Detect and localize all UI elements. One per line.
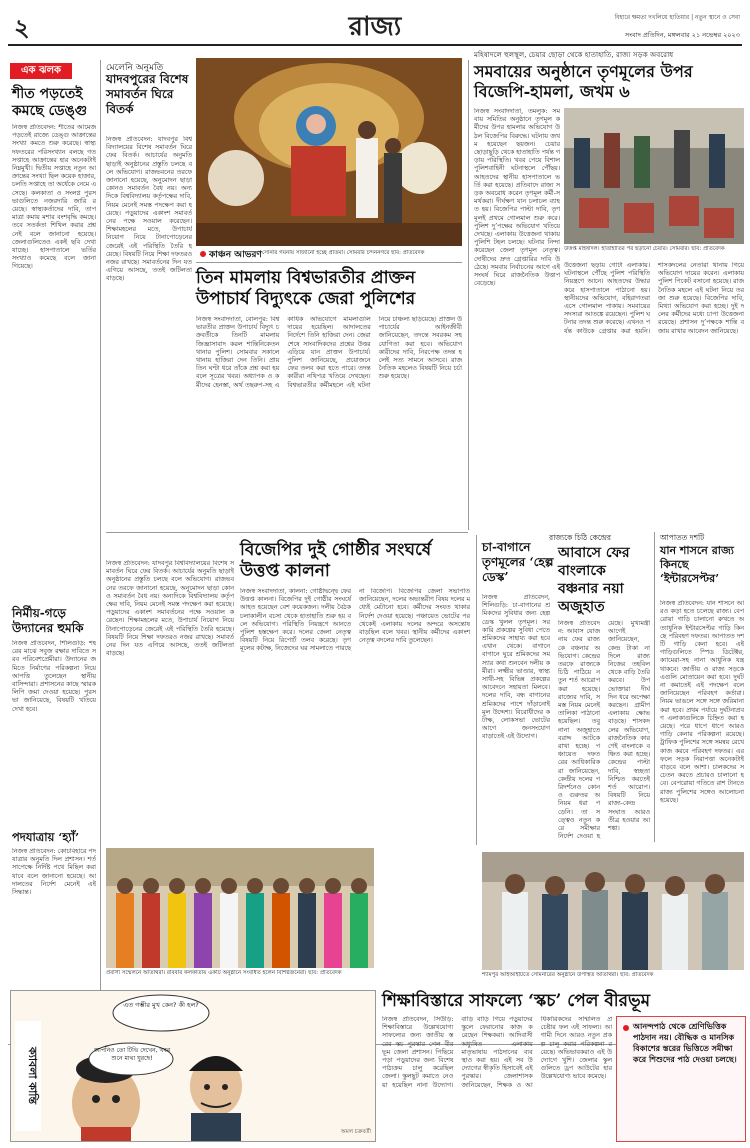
ek-jhalak-tag: এক ঝলক	[10, 63, 72, 79]
intercepter-body: নিজস্ব প্রতিবেদন: যান শাসনে আরও কড়া হতে চলেছে রাজ্য। বেপরোয়া গাড়ি চালানো রুখতে অত্যাধুনিক ইন্টারসেপ্টর গাড়ি কিনছে পরিবহণ দফতর। আপাতত দশটি গাড়ি কেনা হবে। এই গাড়িগুলিতে স্পিড ডিটেক্টর, ক্যামেরা-সহ নানা আধুনিক যন্ত্র থাকবে। জাতীয় ও রাজ্য সড়কে এগুলি মোতায়েন করা হবে। দুর্ঘটনা কমাতেই এই পদক্ষেপ বলে জানিয়েছেন পরিবহণ কর্তারা। নিয়ম ভাঙলে সঙ্গে সঙ্গে জরিমানা করা হবে। প্রথম পর্যায়ে দুর্ঘটনাপ্রবণ এলাকাগুলিকে চিহ্নিত করা হয়েছে। পরে ধাপে ধাপে আরও গাড়ি কেনার পরিকল্পনা রয়েছে। ট্রাফিক পুলিশের সঙ্গে সমন্বয় রেখে কাজ করবে পরিবহণ দফতর। এর ফলে সড়ক নিরাপত্তা অনেকটাই বাড়বে বলে আশা। চালকদের সচেতন করতে প্রচারও চালানো হবে। বেপরোয়া গতিতে রাশ টানতে রাজ্য পুলিশের সঙ্গেও আলোচনা হয়েছে।	[660, 600, 744, 804]
visva-top-rule	[196, 262, 462, 263]
jadavpur-kicker: মেলেনি অনুমতি	[106, 63, 164, 73]
awas-photo	[482, 852, 744, 970]
durga-idol-photo	[196, 58, 462, 246]
mahishadal-photo-caption: উত্তপ্ত মহিষাদল। হাতাহাতির পর ছড়ানো চেয়ার। সোমবার। ছবি: প্রতিবেদক	[564, 246, 725, 252]
kalna-body-col1: নিজস্ব প্রতিবেদন: যাদবপুর বিশ্ববিদ্যালয়ের বিশেষ সমাবর্তন ঘিরে ফের বিতর্ক। আচার্যের অনুমতি ছাড়াই অনুষ্ঠানের প্রস্তুতি চলছে বলে অভিযোগ। রাজভবনের তরফে জানানো হয়েছে, অনুমোদন ছাড়া কোনও সমাবর্তন বৈধ নয়। অন্যদিকে বিশ্ববিদ্যালয় কর্তৃপক্ষের দাবি, নিয়ম মেনেই সমস্ত পদক্ষেপ করা হয়েছে। পড়ুয়াদের একাংশ সমাবর্তনের পক্ষে সওয়াল করেছেন। শিক্ষামহলের মতে, উপাচার্য নিয়োগ নিয়ে টানাপোড়েনের জেরেই এই পরিস্থিতি তৈরি হয়েছে। বিষয়টি নিয়ে শিক্ষা দফতরও নজর রাখছে। সমাবর্তনের দিন যত এগিয়ে আসছে, ততই জটিলতা বাড়ছে।	[106, 560, 234, 658]
masthead-date: সংবাদ প্রতিদিন, মঙ্গলবার ২১ নভেম্বর ২০২৩	[624, 31, 740, 39]
dengue-headline: শীত পড়তেই কমছে ডেঙ্গু	[12, 86, 88, 119]
masthead-rule	[8, 44, 742, 46]
durga-idol-illustration	[196, 58, 462, 246]
birbhum-highlight-text: আনন্দপাঠ থেকে শ্রেণিভিত্তিক পাঠদান নয়। বৌদ্ধিক ও মানসিক বিকাশের স্তরের ভিত্তিতে সমীক্ষা করে শিশুদের পাঠ দেওয়া চলছে।	[633, 1021, 737, 1064]
kalna-body: নিজস্ব সংবাদদাতা, কালনা: গোষ্ঠীদ্বন্দ্বে ফের উত্তপ্ত কালনা। বিজেপির দুই গোষ্ঠীর সংঘর্ষে আহত হয়েছেন বেশ কয়েকজন। দলীয় বৈঠক চলাকালীন বচসা থেকে হাতাহাতি শুরু হয় বলে অভিযোগ। পরিস্থিতি নিয়ন্ত্রণে আনতে পুলিশ হস্তক্ষেপ করে। দলের জেলা নেতৃত্ব বিষয়টি নিয়ে রিপোর্ট তলব করেছে। তৃণমূলের কটাক্ষ, নিজেদের ঘর সামলাতে পারছে না বিজেপি। বিজেপির জেলা সভাপতি জানিয়েছেন, দলের অভ্যন্তরীণ বিষয় দলের মধ্যেই মেটানো হবে। কর্মীদের সংযত থাকার নির্দেশ দেওয়া হয়েছে। পঞ্চায়েত ভোটের পর থেকেই এলাকায় দলের অন্দরে অসন্তোষ বাড়ছিল বলে খবর। স্থানীয় কর্মীদের একাংশ নেতৃত্ব বদলের দাবি তুলেছেন।	[240, 588, 470, 653]
chabagan-body: নিজস্ব প্রতিবেদন, শিলিগুড়ি: চা-বাগানের শ্রমিকদের সুবিধার জন্য হেল্প ডেস্ক খুলল তৃণমূল। সরকারি প্রকল্পের সুবিধা পেতে শ্রমিকদের সাহায্য করা হবে এখান থেকে। বাগানে বাগানে ঘুরে শ্রমিকদের সমস্যার কথা শুনবেন দলীয় কর্মীরা। লক্ষ্মীর ভাণ্ডার, স্বাস্থ্যসাথী-সহ বিভিন্ন প্রকল্পের আবেদনে সহায়তা মিলবে। দলের দাবি, বন্ধ বাগানের শ্রমিকদের পাশে দাঁড়ানোই মূল উদ্দেশ্য। বিরোধীদের কটাক্ষ, লোকসভা ভোটের আগে জনসংযোগ বাড়াতেই এই উদ্যোগ।	[482, 594, 550, 741]
padayatra-headline: পদযাত্রায় ‘হ্যাঁ’	[12, 830, 80, 844]
cartoon-characters	[11, 991, 375, 1141]
birbhum-highlight-box	[616, 1016, 746, 1142]
birbhum-headline: শিক্ষাবিস্তারে সাফল্যে ‘স্কচ’ পেল বীরভূম	[382, 991, 651, 1011]
cartoon-side-label: ক্যাবলা কান্তি	[15, 1021, 41, 1131]
page-number: ২	[14, 13, 30, 42]
jadavpur-headline: যাদবপুরের বিশেষ সমাবর্তন ঘিরে বিতর্ক	[106, 72, 189, 116]
kalna-top-rule	[106, 532, 468, 533]
mahishadal-body: নিজস্ব সংবাদদাতা, তমলুক: সমবায় সমিতির অনুষ্ঠানে তৃণমূল কর্মীদের উপর হামলার অভিযোগ উঠল বিজেপির বিরুদ্ধে। ঘটনায় জখম হয়েছেন ছয়জন। চেয়ার ছোড়াছুড়ি থেকে হাতাহাতি পর্যন্ত গড়ায় পরিস্থিতি। খবর পেয়ে বিশাল পুলিশবাহিনী ঘটনাস্থলে পৌঁছয়। আহতদের স্থানীয় হাসপাতালে ভর্তি করা হয়েছে। প্রতিবাদে রাজ্য সড়ক অবরোধ করেন তৃণমূল কর্মী-সমর্থকরা। দীর্ঘক্ষণ যান চলাচল ব্যাহত হয়। বিজেপির পাল্টা দাবি, তৃণমূলই প্রথমে গোলমাল শুরু করে। পুলিশ দু’পক্ষের অভিযোগ খতিয়ে দেখছে। এলাকায় উত্তেজনা থাকায় পুলিশি টহল চলছে। ঘটনার নিন্দা করেছেন জেলা তৃণমূল নেতৃত্ব। দোষীদের দ্রুত গ্রেপ্তারির দাবি উঠেছে। সমবায় নির্বাচনের আগে এই সংঘর্ষ ঘিরে রাজনৈতিক উত্তাপ বেড়েছে।	[474, 108, 560, 288]
visva-headline: তিন মামলায় বিশ্বভারতীর প্রাক্তন উপাচার্য বিদ্যুৎকে জেরা পুলিশের	[196, 268, 416, 309]
highlight-bullet-icon	[623, 1025, 629, 1031]
durga-caption-bullet	[200, 251, 206, 257]
padayatra-body: নিজস্ব প্রতিবেদন: কোচবিহারে পদযাত্রার অনুমতি দিল প্রশাসন। শর্তসাপেক্ষে নির্দিষ্ট পথে মিছিল করা যাবে বলে জানানো হয়েছে। আদালতের নির্দেশ মেনেই এই সিদ্ধান্ত।	[12, 848, 96, 897]
cartoon-bubble-1: এত গম্ভীর মুখ কেন? কী হল?	[123, 1001, 199, 1009]
right-col-divider	[654, 532, 655, 842]
durga-caption: সোনার গয়নায় সাজানো হচ্ছে প্রতিমা। সোমবার চন্দননগরে ছবি: প্রতিবেদক	[262, 250, 425, 256]
mahishadal-headline: সমবায়ের অনুষ্ঠানে তৃণমূলের উপর বিজেপি-হামলা, জখম ৬	[474, 62, 693, 101]
seminar-group-illustration	[482, 852, 744, 970]
jadavpur-body: নিজস্ব প্রতিবেদন: যাদবপুর বিশ্ববিদ্যালয়ের বিশেষ সমাবর্তন ঘিরে ফের বিতর্ক। আচার্যের অনুমতি ছাড়াই অনুষ্ঠানের প্রস্তুতি চলছে বলে অভিযোগ। রাজভবনের তরফে জানানো হয়েছে, অনুমোদন ছাড়া কোনও সমাবর্তন বৈধ নয়। অন্যদিকে বিশ্ববিদ্যালয় কর্তৃপক্ষের দাবি, নিয়ম মেনেই সমস্ত পদক্ষেপ করা হয়েছে। পড়ুয়াদের একাংশ সমাবর্তনের পক্ষে সওয়াল করেছেন। শিক্ষামহলের মতে, উপাচার্য নিয়োগ নিয়ে টানাপোড়েনের জেরেই এই পরিস্থিতি তৈরি হয়েছে। বিষয়টি নিয়ে শিক্ষা দফতরও নজর রাখছে। সমাবর্তনের দিন যত এগিয়ে আসছে, ততই জটিলতা বাড়ছে।	[106, 136, 192, 283]
cartoon-credit: অমল চক্রবর্তী	[341, 1129, 371, 1135]
dengue-body: নিজস্ব প্রতিবেদন: শীতের আমেজ পড়তেই রাজ্যে ডেঙ্গু আক্রান্তের সংখ্যা কমতে শুরু করেছে। স্বাস্থ্য দফতরের পরিসংখ্যান বলছে গত সপ্তাহে আক্রান্তের হার অনেকটাই নিম্নমুখী। দ্বিতীয় সপ্তাহে নতুন আক্রান্তের সংখ্যা ছিল কয়েক হাজার, চলতি সপ্তাহে তা অর্ধেকে নেমে এসেছে। কলকাতা ও সংলগ্ন পুরসভাগুলিতে নজরদারি জারি রয়েছে। স্বাস্থ্যকর্তাদের দাবি, তাপমাত্রা কমায় মশার বংশবৃদ্ধি কমছে। তবে সতর্কতা শিথিল করার প্রশ্ন নেই বলে জানানো হয়েছে। জেলাগুলিতেও একই ছবি দেখা যাচ্ছে। হাসপাতালে ভর্তির সংখ্যাও কমেছে বলে জানা গিয়েছে।	[12, 124, 96, 271]
awas-headline: আবাসে ফের বাংলাকে বঞ্চনার নয়া অজুহাত	[558, 545, 630, 615]
section-title: রাজ্য	[348, 12, 402, 42]
udyan-body: নিজস্ব প্রতিবেদন, শিলিগুড়ি: শহরের মাঝে সবুজ রক্ষার দাবিতে সরব পরিবেশপ্রেমীরা। উদ্যানের জমিতে নির্মাণের পরিকল্পনা নিয়ে আপত্তি তুলেছেন স্থানীয় বাসিন্দারা। প্রশাসনের কাছে স্মারকলিপি জমা দেওয়া হয়েছে। পুরসভা জানিয়েছে, বিষয়টি খতিয়ে দেখা হবে।	[12, 640, 96, 713]
mahishadal-photo	[564, 108, 744, 244]
awas-body: নিজস্ব প্রতিবেদন: আবাস যোজনায় ফের রাজ্যকে বঞ্চনার অভিযোগ। কেন্দ্রের তরফে রাজ্যকে চিঠি পাঠিয়ে নতুন শর্ত আরোপ করা হয়েছে। রাজ্যের দাবি, সমস্ত নিয়ম মেনেই তালিকা পাঠানো হয়েছিল। তবু নানা অজুহাতে বরাদ্দ আটকে রাখা হচ্ছে। পঞ্চায়েত দফতরের আধিকারিকরা জানিয়েছেন, কেন্দ্রীয় দলের পরিদর্শনেও কোনও গুরুতর অনিয়ম ধরা পড়েনি। তা সত্ত্বেও নতুন করে সমীক্ষার নির্দেশ দেওয়া হয়েছে। মুখ্যমন্ত্রী আগেই জানিয়েছেন, কেন্দ্র টাকা না দিলে রাজ্য নিজের তহবিল থেকে বাড়ি তৈরি করবে। উপভোক্তারা দীর্ঘদিন ধরে অপেক্ষা করছেন। গ্রামীণ এলাকায় ক্ষোভ বাড়ছে। শাসকদলের অভিযোগ, রাজনৈতিক কারণেই বাংলাকে বঞ্চিত করা হচ্ছে। কেন্দ্রের পাল্টা দাবি, স্বচ্ছতা নিশ্চিত করতেই শর্ত আরোপ। বিষয়টি নিয়ে রাজ্য-কেন্দ্র সংঘাত আরও তীব্র হওয়ার আশঙ্কা।	[558, 620, 650, 841]
awas-photo-caption: শ্যামপুর আইআইটিতে সেমিনারের অনুষ্ঠানে উপস্থিত অতিথিরা। ছবি: প্রতিবেদক	[482, 972, 654, 978]
cartoon-panel	[10, 990, 376, 1142]
udyan-headline: নির্মীয়-গড়ে উদ্যানের হুমকি	[12, 606, 84, 635]
chabagan-headline: চা-বাগানে তৃণমূলের ‘হেল্প ডেস্ক’	[482, 540, 554, 584]
event-photo	[106, 848, 374, 968]
cartoon-bubble-2: আপনিও তো টিভি দেখেন, খবর শুনে মাথা ঘুরছে!	[93, 1047, 171, 1062]
awas-kicker: রাজ্যকে চিঠি কেন্দ্রের	[548, 533, 612, 542]
masthead-tagline: বিহারে ক্ষমতা দখলিয়ে হাতিয়ার | নতুন স্থানে ও সেবা	[614, 14, 740, 21]
durga-caption-title: কাঞ্চন আভরণ	[209, 250, 262, 260]
kalna-divider	[476, 535, 477, 845]
kalna-headline: বিজেপির দুই গোষ্ঠীর সংঘর্ষে উত্তপ্ত কালনা	[240, 540, 432, 581]
chairs-scene-illustration	[564, 108, 744, 244]
mahishadal-kicker: মহিষাদলে হুলস্থূল, চেয়ার ছোড়া থেকে হাতাহাতি, রাজ্য সড়ক অবরোধ	[474, 50, 674, 59]
mahishadal-body-cont: উত্তেজনা ছড়ায় গোটা এলাকায়। ঘটনাস্থলে পৌঁছে পুলিশ পরিস্থিতি নিয়ন্ত্রণে আনে। আহতদের উদ্ধার করে হাসপাতালে পাঠানো হয়। স্থানীয়দের অভিযোগ, বহিরাগতরা এসে গোলমাল পাকায়। সমবায়ের সদস্যরা আতঙ্কে রয়েছেন। পুলিশ ঘটনার তদন্ত শুরু করেছে। এখনও পর্যন্ত কাউকে গ্রেপ্তার করা হয়নি। শাসকদলের নেতারা থানায় গিয়ে অভিযোগ দায়ের করেন। এলাকায় পুলিশ পিকেট বসানো হয়েছে। রাজনৈতিক মহলে এই ঘটনা নিয়ে তরজা শুরু হয়েছে। বিজেপির দাবি, মিথ্যা অভিযোগ করা হচ্ছে। দুই দলের কর্মীদের মধ্যে চাপা উত্তেজনা রয়েছে। প্রশাসন দু’পক্ষকে শান্তি বজায় রাখার আবেদন জানিয়েছে।	[564, 262, 744, 335]
visva-body: নিজস্ব সংবাদদাতা, বোলপুর: বিশ্বভারতীর প্রাক্তন উপাচার্য বিদ্যুৎ চক্রবর্তীকে তিনটি মামলায় জিজ্ঞাসাবাদ করল শান্তিনিকেতন থানার পুলিশ। সোমবার সকালে থানায় হাজিরা দেন তিনি। প্রায় তিন ঘণ্টা ধরে তাঁকে প্রশ্ন করা হয় বলে সূত্রের খবর। অধ্যাপক ও কর্মীদের হেনস্তা, অর্থ তছরুপ-সহ একাধিক অভিযোগে মামলাগুলি দায়ের হয়েছিল। আদালতের নির্দেশে তিনি হাজিরা দেন। জেরা শেষে সাংবাদিকদের প্রশ্নের উত্তর এড়িয়ে যান প্রাক্তন উপাচার্য। পুলিশ জানিয়েছে, প্রয়োজনে ফের তলব করা হতে পারে। তদন্তকারীরা নথিপত্র খতিয়ে দেখছেন। বিশ্বভারতীর কর্মীমহলে এই ঘটনা নিয়ে চাঞ্চল্য ছড়িয়েছে। প্রাক্তন উপাচার্যের আইনজীবী জানিয়েছেন, তদন্তে সবরকম সহযোগিতা করা হবে। অভিযোগকারীদের দাবি, নিরপেক্ষ তদন্ত হলেই সত্য সামনে আসবে। রাজনৈতিক মহলেও বিষয়টি নিয়ে চর্চা শুরু হয়েছে।	[196, 316, 462, 389]
birbhum-body: নিজস্ব প্রতিবেদন, সিউড়ি: শিক্ষাবিস্তারে উল্লেখযোগ্য সাফল্যের জন্য জাতীয় স্তরের স্কচ পুরস্কার পেল বীরভূম জেলা প্রশাসন। পিছিয়ে পড়া পড়ুয়াদের জন্য বিশেষ পাঠ্যক্রম চালু করেছিল জেলা। স্কুলছুট কমাতে নেওয়া হয়েছিল নানা উদ্যোগ। বাড়ি বাড়ি গিয়ে পড়ুয়াদের স্কুলে ফেরানোর কাজ করেছেন শিক্ষকরা। আদিবাসী অধ্যুষিত এলাকায় মাতৃভাষায় পাঠদানের ব্যবস্থাও করা হয়। এই সব উদ্যোগের স্বীকৃতি হিসাবেই এই পুরস্কার। জেলাশাসক জানিয়েছেন, শিক্ষক ও আধিকারিকদের সম্মিলিত প্রচেষ্টার ফল এই সাফল্য। আগামী দিনে আরও নতুন প্রকল্প চালু করার পরিকল্পনা রয়েছে। অভিভাবকরাও এই উদ্যোগে খুশি। জেলার স্কুলগুলিতে ড্রপ আউটের হার উল্লেখযোগ্য ভাবে কমেছে।	[382, 1016, 612, 1089]
event-group-illustration	[106, 848, 374, 968]
left-col-divider	[100, 60, 101, 1050]
intercepter-headline: যান শাসনে রাজ্য কিনছে ‘ইন্টারসেপ্টর’	[660, 544, 734, 585]
center-right-divider	[468, 60, 469, 530]
event-caption: প্রবাসী সম্মেলনে অতিথিরা। রবিবার কলকাতায় একটি অনুষ্ঠানে সংবর্ধিত হলেন বিশিষ্টজনেরা। ছবি: প্রতিবেদক	[106, 970, 342, 976]
intercepter-kicker: আপাতত দশটি	[660, 533, 705, 542]
